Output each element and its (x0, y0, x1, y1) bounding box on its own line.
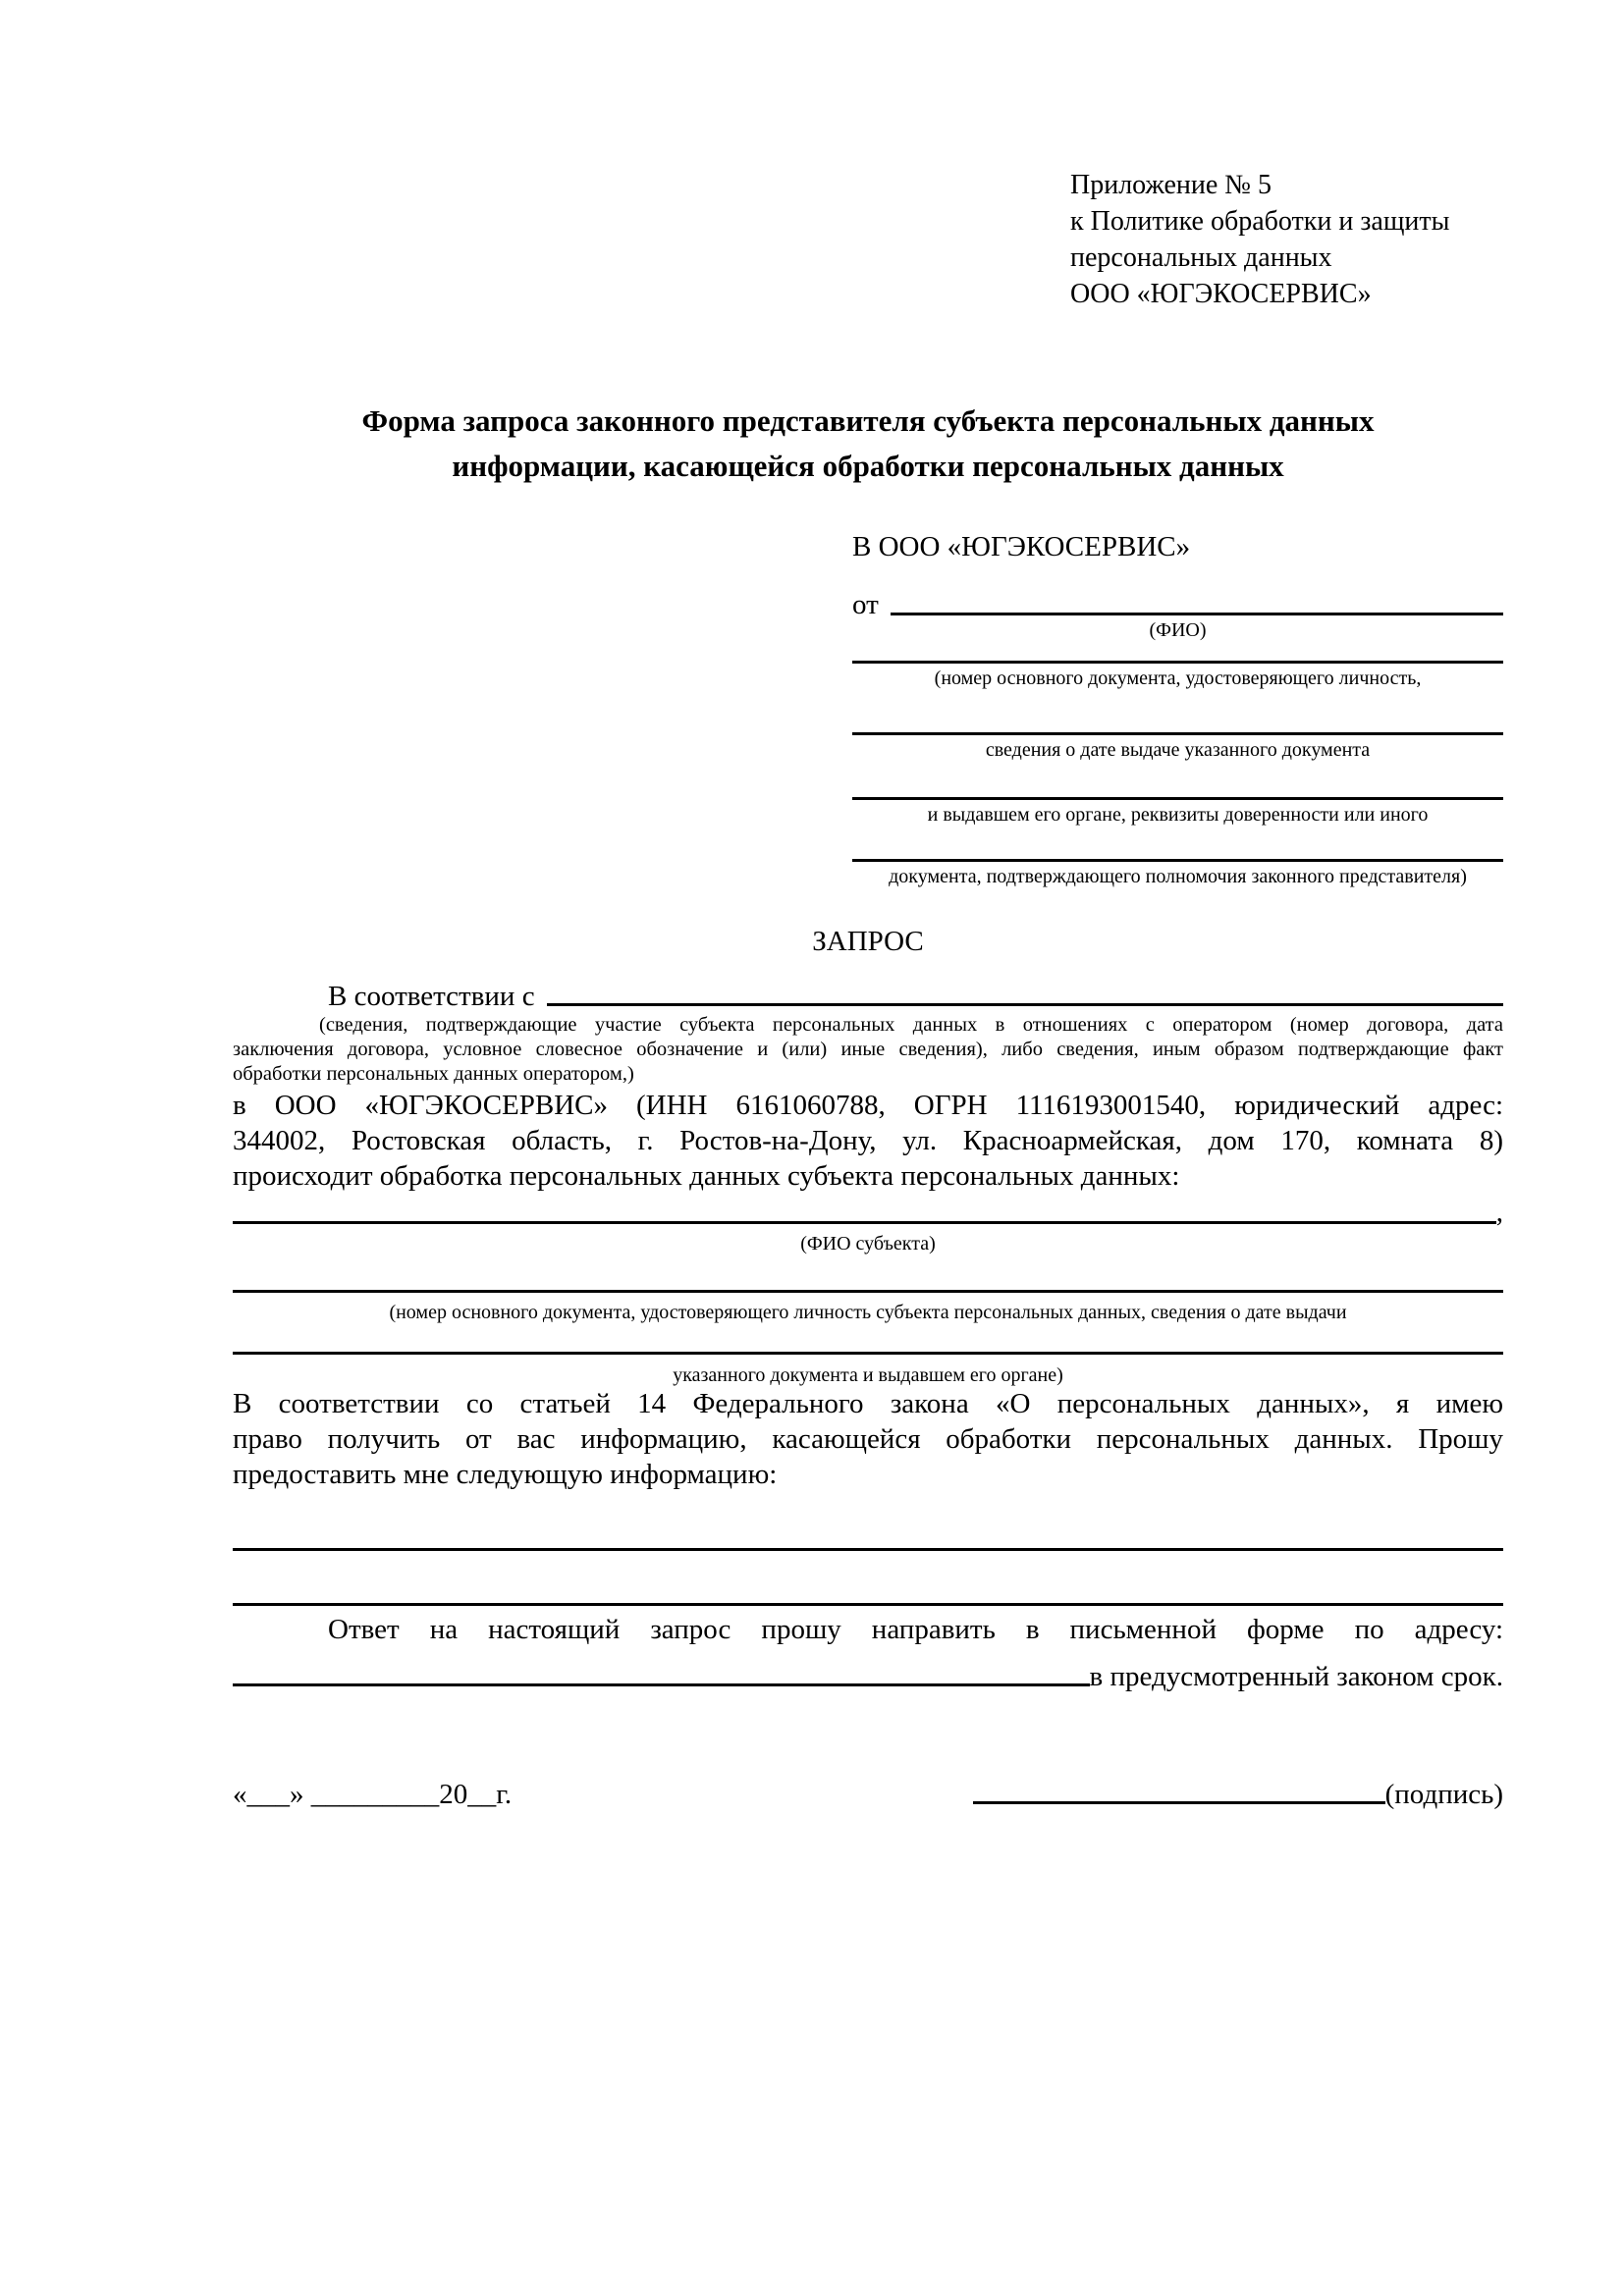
date-placeholder: «___» _________20__г. (233, 1779, 513, 1810)
blank-field-line (852, 762, 1503, 800)
intro-label: В соответствии с (328, 981, 535, 1012)
law-paragraph-line: предоставить мне следующую информацию: (233, 1459, 778, 1490)
operator-paragraph-line: в ООО «ЮГЭКОСЕРВИС» (ИНН 6161060788, ОГРН 1116193001540, юридический адрес: (233, 1090, 1503, 1121)
blank-field-line (852, 827, 1503, 862)
subject-authority-field-line (233, 1323, 1503, 1355)
annex-line: к Политике обработки и защиты (1070, 206, 1450, 237)
request-heading: ЗАПРОС (812, 926, 924, 957)
date-signature-row (233, 1765, 1503, 1810)
field-caption-document: (номер основного документа, удостоверяющего личность, (934, 667, 1422, 689)
signature-line (973, 1798, 1385, 1804)
reply-tail-text: в предусмотренный законом срок. (1089, 1661, 1503, 1692)
address-field-line (233, 1683, 1090, 1686)
annex-line: ООО «ЮГЭКОСЕРВИС» (1070, 279, 1372, 309)
intro-footnote (233, 1013, 1503, 1087)
operator-paragraph-line: 344002, Ростовская область, г. Ростов-на-Дону, ул. Красноармейская, дом 170, комната 8) (233, 1125, 1503, 1156)
signature-caption: (подпись) (1384, 1779, 1503, 1810)
trailing-comma: , (1495, 1197, 1503, 1228)
reply-address-paragraph: Ответ на настоящий запрос прошу направить в письменной форме по адресу: (328, 1614, 1503, 1645)
law-paragraph-line: право получить от вас информацию, касающейся обработки персональных данных. Прошу (233, 1423, 1503, 1455)
subject-document-field-line (233, 1260, 1503, 1293)
field-caption-powers: документа, подтверждающего полномочия законного представителя) (889, 866, 1467, 887)
info-field-line-1 (233, 1514, 1503, 1551)
subject-fio-field-line (233, 1221, 1496, 1224)
intro-row (233, 969, 1503, 1012)
operator-paragraph-line: происходит обработка персональных данных субъекта персональных данных: (233, 1160, 1180, 1192)
field-caption-subject-authority: указанного документа и выдавшем его органе) (673, 1364, 1063, 1386)
from-row (852, 572, 1503, 620)
blank-field-line (852, 690, 1503, 735)
form-title-line: информации, касающейся обработки персональных данных (452, 449, 1284, 483)
addressee-organization: В ООО «ЮГЭКОСЕРВИС» (852, 531, 1191, 562)
intro-footnote-line: (сведения, подтверждающие участие субъекта персональных данных в отношениях с оператором (номер договора, дата (319, 1014, 1503, 1036)
field-caption-issue-date: сведения о дате выдаче указанного документа (985, 739, 1371, 761)
annex-line: персональных данных (1070, 242, 1332, 273)
annex-line: Приложение № 5 (1070, 170, 1272, 200)
from-label: от (852, 589, 879, 620)
form-title-line: Форма запроса законного представителя субъекта персональных данных (361, 403, 1375, 438)
intro-footnote-line: обработки персональных данных оператором,) (233, 1063, 634, 1085)
subject-fio-field-row (233, 1193, 1503, 1228)
field-caption-fio: (ФИО) (1149, 619, 1207, 641)
annex-header (1070, 167, 1449, 312)
field-caption-authority: и выдавшем его органе, реквизиты доверенности или иного (927, 804, 1429, 826)
intro-footnote-line: заключения договора, условное словесное обозначение и (или) иные сведения), либо сведения, иным образом подтверждающие факт (233, 1039, 1503, 1060)
operator-paragraph (233, 1088, 1503, 1194)
blank-field-line (852, 642, 1503, 664)
field-caption-subject-document: (номер основного документа, удостоверяющего личность субъекта персональных данных, сведения о дате выдачи (389, 1302, 1347, 1323)
addressee-block (852, 531, 1503, 888)
signature-block (973, 1779, 1503, 1810)
basis-field-line (547, 1003, 1503, 1006)
reply-address-field-row (233, 1651, 1503, 1692)
field-caption-subject-fio: (ФИО субъекта) (800, 1233, 936, 1255)
law-paragraph-line: В соответствии со статьей 14 Федерального закона «О персональных данных», я имею (233, 1388, 1503, 1419)
form-title (233, 399, 1503, 489)
fio-field-line (891, 613, 1503, 615)
law-paragraph (233, 1386, 1503, 1492)
info-field-line-2 (233, 1569, 1503, 1606)
